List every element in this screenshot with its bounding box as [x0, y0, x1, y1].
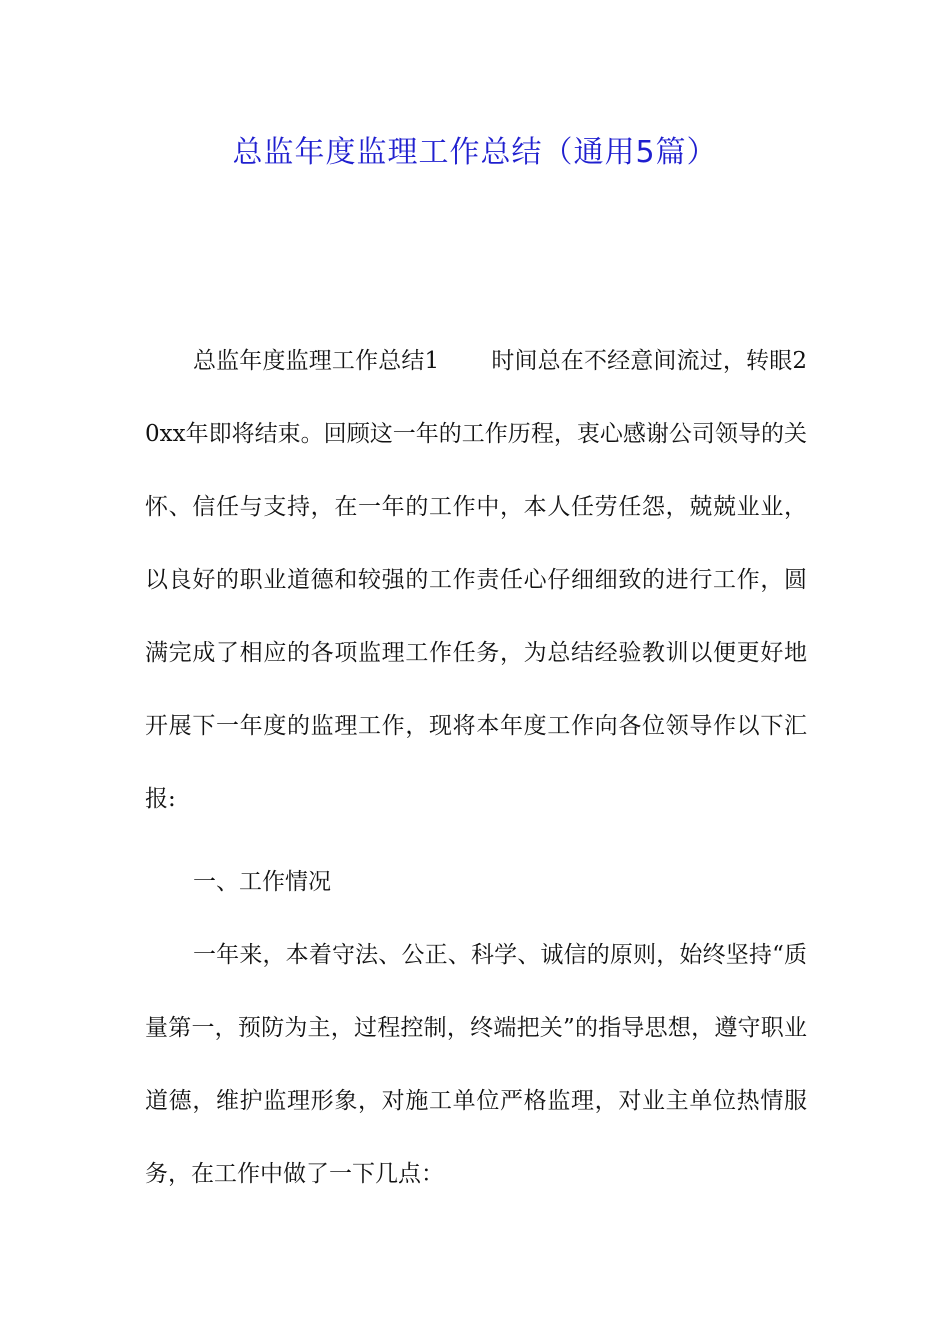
paragraph-text: 时间总在不经意间流过，转眼20xx年即将结束。回顾这一年的工作历程，衷心感谢公司领导的关怀、信任与支持，在一年的工作中，本人任劳任怨，兢兢业业，以良好的职业道德和较强的工作责任心仔细细致的进行工作，圆满完成了相应的各项监理工作任务，为总结经验教训以便更好地开展下一年度的监理工作，现将本年度工作向各位领导作以下汇报:: [145, 348, 807, 812]
document-title: 总监年度监理工作总结（通用5篇）: [232, 135, 718, 170]
paragraph-section-heading: 一、工作情况: [193, 869, 331, 895]
paragraph-intro: [145, 325, 807, 836]
section-heading: 总监年度监理工作总结1: [193, 348, 440, 374]
paragraph-work-situation: 一年来，本着守法、公正、科学、诚信的原则，始终坚持“质量第一，预防为主，过程控制，终端把关”的指导思想，遵守职业道德，维护监理形象，对施工单位严格监理，对业主单位热情服务，在工作中做了一下几点：: [145, 942, 807, 1187]
